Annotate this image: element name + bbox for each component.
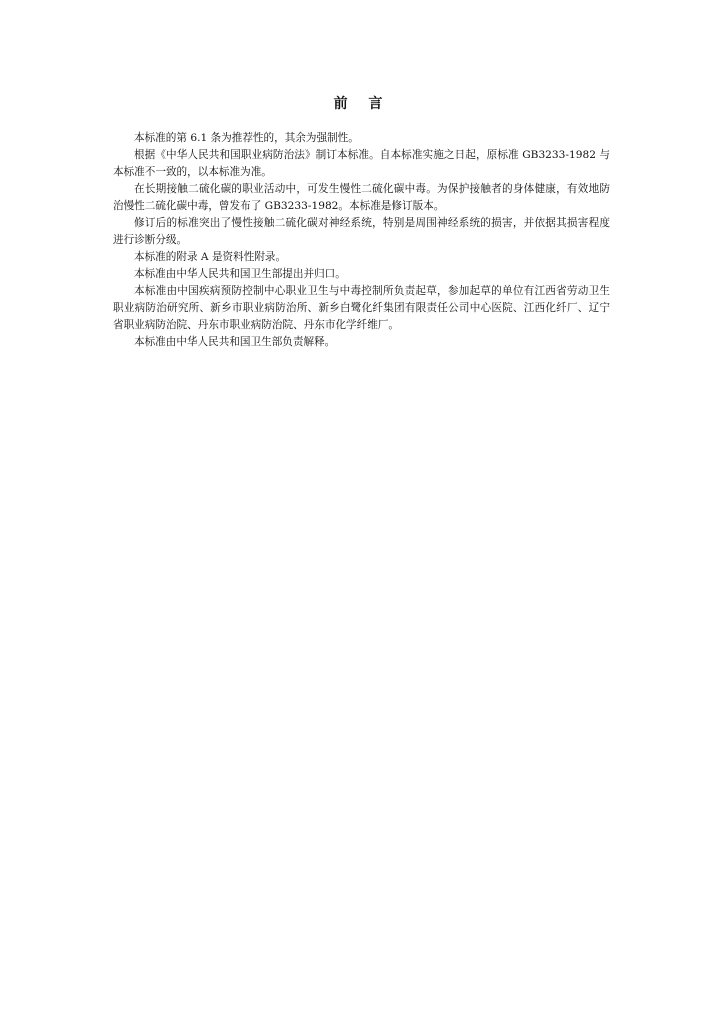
paragraph-revision-notes: 修订后的标准突出了慢性接触二硫化碳对神经系统，特别是周围神经系统的损害，并依据其损害程度进行诊断分级。 — [113, 217, 610, 246]
foreword-body — [113, 130, 610, 351]
paragraph-interpretation: 本标准由中华人民共和国卫生部负责解释。 — [134, 336, 336, 348]
paragraph-proposer: 本标准由中华人民共和国卫生部提出并归口。 — [134, 268, 346, 280]
paragraph-appendix: 本标准的附录 A 是资料性附录。 — [134, 251, 287, 263]
page-title: 前 言 — [333, 96, 391, 112]
paragraph-legal-basis: 根据《中华人民共和国职业病防治法》制订本标准。自本标准实施之日起，原标准 GB3233-1982 与本标准不一致的，以本标准为准。 — [113, 149, 610, 178]
paragraph-recommended-clause: 本标准的第 6.1 条为推荐性的，其余为强制性。 — [134, 132, 359, 144]
paragraph-background: 在长期接触二硫化碳的职业活动中，可发生慢性二硫化碳中毒。为保护接触者的身体健康，有效地防治慢性二硫化碳中毒，曾发布了 GB3233-1982。本标准是修订版本。 — [113, 183, 610, 212]
paragraph-drafters: 本标准由中国疾病预防控制中心职业卫生与中毒控制所负责起草，参加起草的单位有江西省劳动卫生职业病防治研究所、新乡市职业病防治所、新乡白鹭化纤集团有限责任公司中心医院、江西化纤厂、辽宁省职业病防治院、丹东市职业病防治院、丹东市化学纤维厂。 — [113, 285, 610, 331]
